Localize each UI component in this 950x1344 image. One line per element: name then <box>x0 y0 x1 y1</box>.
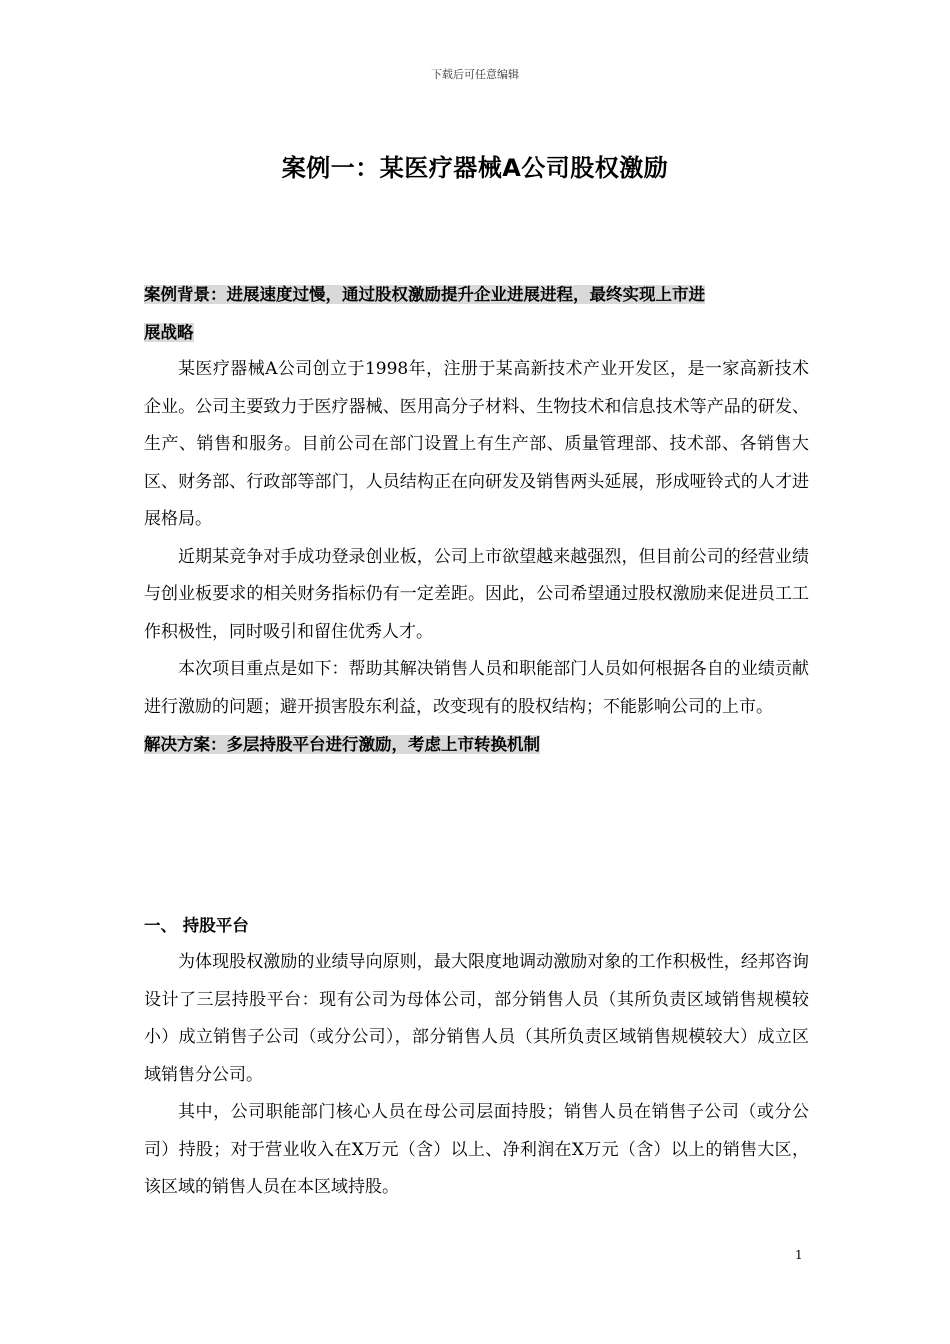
background-section <box>144 276 809 764</box>
background-paragraph: 本次项目重点是如下：帮助其解决销售人员和职能部门人员如何根据各自的业绩贡献进行激励的问题；避开损害股东利益，改变现有的股权结构；不能影响公司的上市。 <box>144 659 809 717</box>
background-paragraph: 某医疗器械A公司创立于1998年，注册于某高新技术产业开发区，是一家高新技术企业。公司主要致力于医疗器械、医用高分子材料、生物技术和信息技术等产品的研发、生产、销售和服务。目前公司在部门设置上有生产部、质量管理部、技术部、各销售大区、财务部、行政部等部门，人员结构正在向研发及销售两头延展，形成哑铃式的人才进展格局。 <box>144 359 809 529</box>
section1-paragraph: 为体现股权激励的业绩导向原则，最大限度地调动激励对象的工作积极性，经邦咨询设计了三层持股平台：现有公司为母体公司，部分销售人员（其所负责区域销售规模较小）成立销售子公司（或分公司），部分销售人员（其所负责区域销售规模较大）成立区域销售分公司。 <box>144 952 809 1085</box>
background-heading-line2: 展战略 <box>144 322 194 342</box>
background-heading-line1: 案例背景：进展速度过慢，通过股权激励提升企业进展进程，最终实现上市进 <box>144 285 705 304</box>
background-paragraph: 近期某竞争对手成功登录创业板，公司上市欲望越来越强烈，但目前公司的经营业绩与创业板要求的相关财务指标仍有一定差距。因此，公司希望通过股权激励来促进员工工作积极性，同时吸引和留住优秀人才。 <box>144 546 809 642</box>
page-header: 下载后可任意编辑 <box>431 68 519 81</box>
background-heading <box>144 276 809 351</box>
solution-heading-text: 解决方案：多层持股平台进行激励，考虑上市转换机制 <box>144 735 540 754</box>
section1-heading: 一、 持股平台 <box>144 916 249 935</box>
section1 <box>144 908 809 1207</box>
document-title: 案例一：某医疗器械A公司股权激励 <box>281 154 669 182</box>
page-number: 1 <box>795 1248 803 1262</box>
section1-paragraph: 其中，公司职能部门核心人员在母公司层面持股；销售人员在销售子公司（或分公司）持股；对于营业收入在X万元（含）以上、净利润在X万元（含）以上的销售大区，该区域的销售人员在本区域持股。 <box>144 1102 809 1197</box>
solution-heading <box>144 726 809 764</box>
